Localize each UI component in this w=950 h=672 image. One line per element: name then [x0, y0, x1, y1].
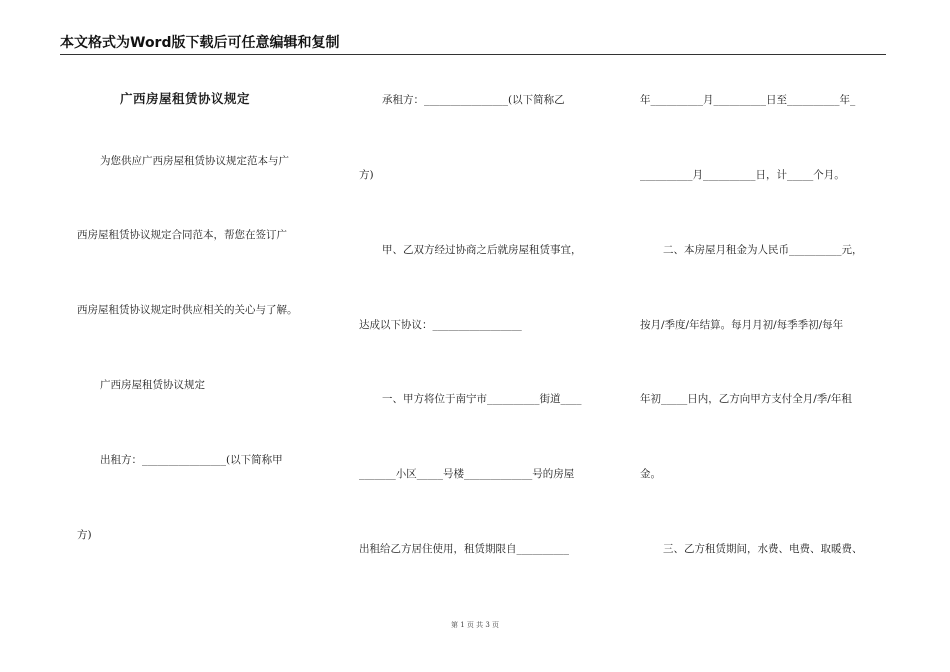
- col3-paragraph-1: 年__________月__________日至__________年_: [640, 94, 856, 106]
- document-title: 广西房屋租赁协议规定: [120, 91, 251, 106]
- col1-paragraph-1: 为您供应广西房屋租赁协议规定范本与广: [100, 155, 289, 167]
- col3-paragraph-6: 金。: [640, 468, 661, 480]
- col3-paragraph-7: 三、乙方租赁期间，水费、电费、取暖费、: [663, 543, 863, 555]
- col3-paragraph-3: 二、本房屋月租金为人民币__________元，: [663, 244, 863, 256]
- col1-paragraph-4: 广西房屋租赁协议规定: [100, 379, 205, 391]
- col2-paragraph-5: 一、甲方将位于南宁市__________街道____: [382, 393, 582, 405]
- col3-paragraph-5: 年初_____日内，乙方向甲方支付全月/季/年租: [640, 393, 852, 405]
- col2-paragraph-6: _______小区_____号楼_____________号的房屋: [359, 468, 575, 480]
- col2-paragraph-2: 方): [359, 169, 374, 181]
- page-number-footer: 第 1 页 共 3 页: [450, 621, 500, 629]
- col3-paragraph-2: __________月__________日，计_____个月。: [640, 169, 845, 181]
- col2-paragraph-3: 甲、乙双方经过协商之后就房屋租赁事宜，: [382, 244, 582, 256]
- col2-paragraph-7: 出租给乙方居住使用，租赁期限自__________: [359, 543, 569, 555]
- header-text: 本文格式为Word版下载后可任意编辑和复制: [60, 35, 340, 51]
- col2-paragraph-1: 承租方：________________(以下简称乙: [382, 94, 565, 106]
- col1-paragraph-3: 西房屋租赁协议规定时供应相关的关心与了解。: [77, 304, 298, 316]
- col1-paragraph-5: 出租方：________________(以下简称甲: [100, 454, 283, 466]
- col1-paragraph-6: 方): [77, 529, 92, 541]
- col1-paragraph-2: 西房屋租赁协议规定合同范本，帮您在签订广: [77, 229, 287, 241]
- col2-paragraph-4: 达成以下协议：_________________: [359, 319, 522, 331]
- col3-paragraph-4: 按月/季度/年结算。每月月初/每季季初/每年: [640, 319, 844, 331]
- document-header: [60, 34, 886, 55]
